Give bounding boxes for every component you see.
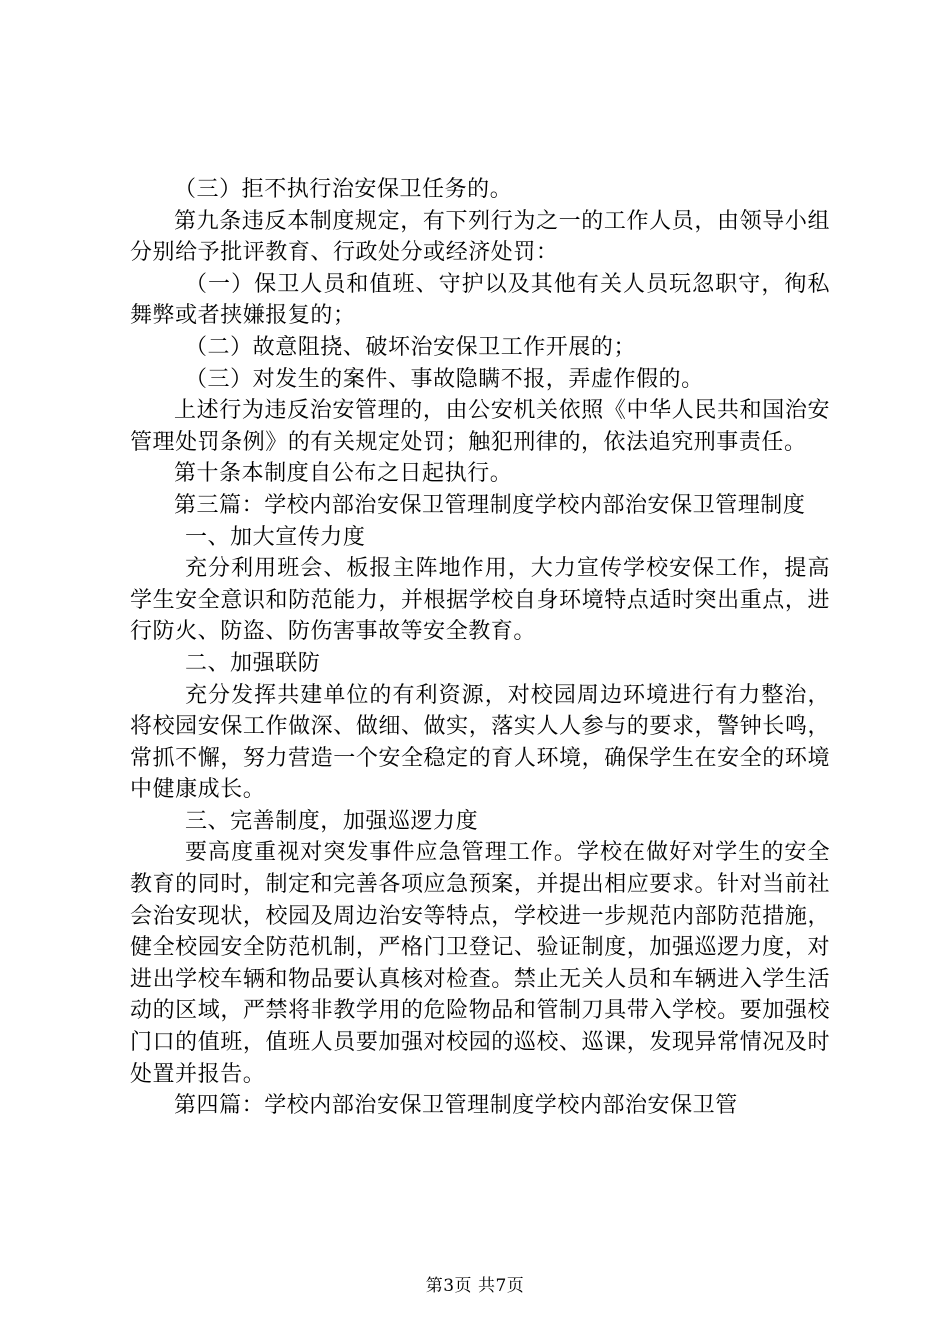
paragraph-publicity: 充分利用班会、板报主阵地作用，大力宣传学校安保工作，提高学生安全意识和防范能力，并根据学校自身环境特点适时突出重点，进行防火、防盗、防伤害事故等安全教育。 [130,556,830,645]
heading-patrol: 三、完善制度，加强巡逻力度 [185,808,479,834]
section-title-part-3: 第三篇：学校内部治安保卫管理制度学校内部治安保卫管理制度 [174,492,806,518]
paragraph-violation-2: （二）故意阻挠、破坏治安保卫工作开展的； [185,334,637,360]
document-body [130,174,830,1122]
section-title-part-4: 第四篇：学校内部治安保卫管理制度学校内部治安保卫管 [174,1093,738,1119]
paragraph-item-3-refuse-duty: （三）拒不执行治安保卫任务的。 [174,177,513,202]
paragraph-violation-3: （三）对发生的案件、事故隐瞒不报，弄虚作假的。 [185,366,704,392]
paragraph-article-9: 第九条违反本制度规定，有下列行为之一的工作人员，由领导小组分别给予批评教育、行政处分或经济处罚： [130,208,830,266]
page-footer: 第3页 共7页 [425,1276,525,1296]
paragraph-penalty: 上述行为违反治安管理的，由公安机关依照《中华人民共和国治安管理处罚条例》的有关规定处罚；触犯刑律的，依法追究刑事责任。 [130,398,830,455]
paragraph-article-10: 第十条本制度自公布之日起执行。 [174,461,513,487]
paragraph-joint-defense: 充分发挥共建单位的有利资源，对校园周边环境进行有力整治，将校园安保工作做深、做细、做实，落实人人参与的要求，警钟长鸣，常抓不懈，努力营造一个安全稳定的育人环境，确保学生在安全的环境中健康成长。 [130,682,830,803]
paragraph-violation-1: （一）保卫人员和值班、守护以及其他有关人员玩忽职守，徇私舞弊或者挟嫌报复的； [130,271,830,329]
heading-joint-defense: 二、加强联防 [185,650,321,676]
paragraph-patrol: 要高度重视对突发事件应急管理工作。学校在做好对学生的安全教育的同时，制定和完善各项应急预案，并提出相应要求。针对当前社会治安现状，校园及周边治安等特点，学校进一步规范内部防范措施，健全校园安全防范机制，严格门卫登记、验证制度，加强巡逻力度，对进出学校车辆和物品要认真核对检查。禁止无关人员和车辆进入学生活动的区域，严禁将非教学用的危险物品和管制刀具带入学校。要加强校门口的值班，值班人员要加强对校园的巡校、巡课，发现异常情况及时处置并报告。 [130,840,830,1087]
heading-publicity: 一、加大宣传力度 [185,524,366,550]
